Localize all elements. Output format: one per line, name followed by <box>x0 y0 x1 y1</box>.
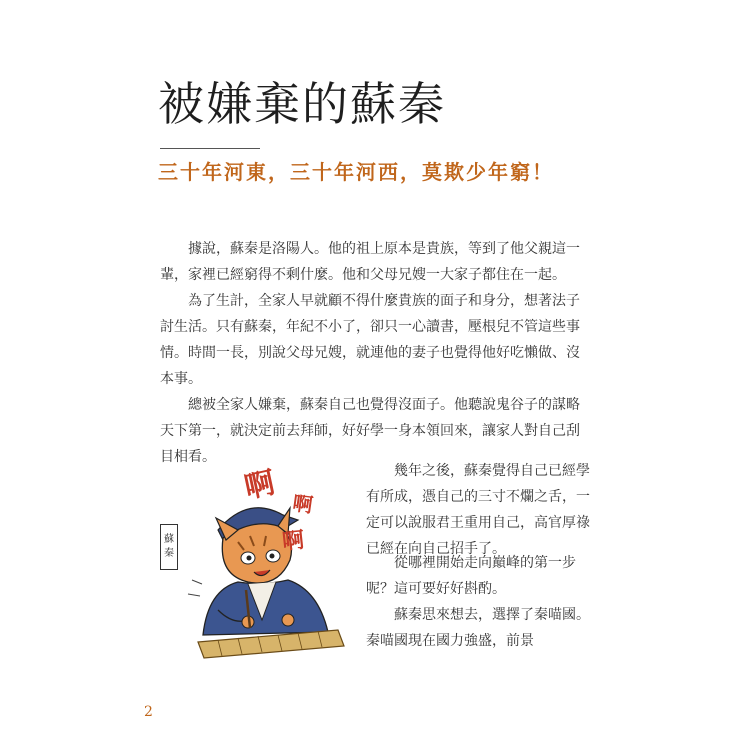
sound-effect-2: 啊 <box>291 490 315 518</box>
paragraph-1: 據說，蘇秦是洛陽人。他的祖上原本是貴族，等到了他父親這一輩，家裡已經窮得不剩什麼。他和父母兄嫂一大家子都住在一起。 <box>160 241 580 283</box>
sound-effect-1: 啊 <box>241 465 279 506</box>
sound-effect-3: 啊 <box>280 527 306 556</box>
label-char-1: 蘇 <box>164 534 174 545</box>
paragraph-5: 從哪裡開始走向巔峰的第一步呢？這可要好好斟酌。 <box>366 555 576 597</box>
chapter-subtitle: 三十年河東，三十年河西，莫欺少年窮！ <box>158 160 554 184</box>
label-char-2: 秦 <box>164 548 174 559</box>
paragraph-4: 幾年之後，蘇秦覺得自己已經學有所成，憑自己的三寸不爛之舌，一定可以說服君王重用自己，高官厚祿已經在向自己招手了。 <box>366 463 590 557</box>
character-name-label <box>160 524 178 570</box>
paragraph-3: 總被全家人嫌棄，蘇秦自己也覺得沒面子。他聽說鬼谷子的謀略天下第一，就決定前去拜師，好好學一身本領回來，讓家人對自己刮目相看。 <box>160 397 580 465</box>
paragraph-6: 蘇秦思來想去，選擇了秦喵國。秦喵國現在國力強盛，前景 <box>366 607 590 649</box>
page-title: 被嫌棄的蘇秦 <box>158 77 446 131</box>
paragraph-2: 為了生計，全家人早就顧不得什麼貴族的面子和身分，想著法子討生活。只有蘇秦，年紀不小了，卻只一心讀書，壓根兒不管這些事情。時間一長，別說父母兄嫂，就連他的妻子也覺得他好吃懶做、沒本事。 <box>160 293 580 387</box>
title-underline <box>160 148 260 149</box>
page-number: 2 <box>144 704 153 720</box>
